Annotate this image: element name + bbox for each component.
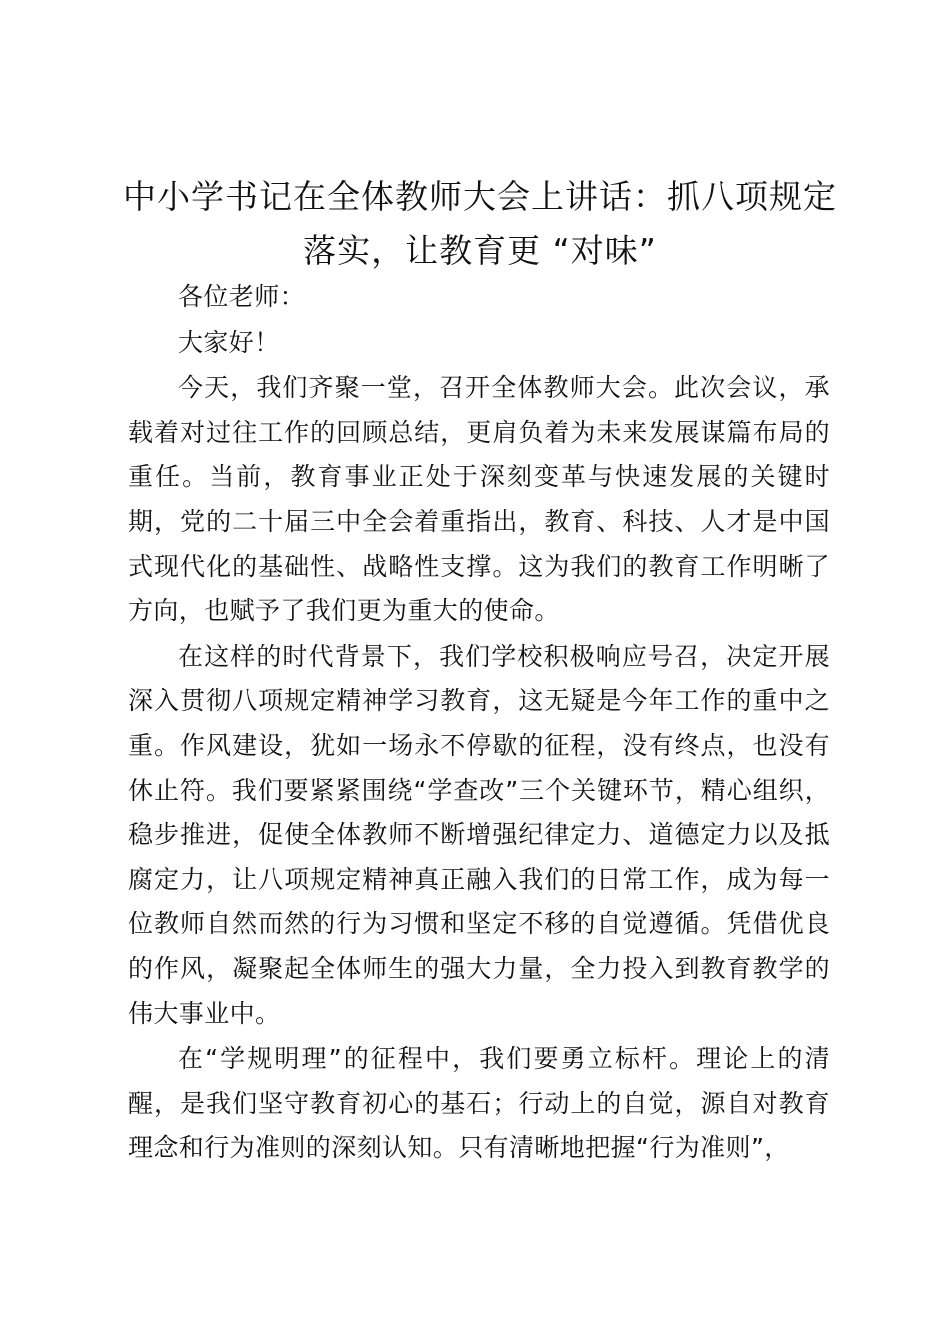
- greeting: 大家好！: [178, 327, 280, 357]
- paragraph: 今天，我们齐聚一堂，召开全体教师大会。此次会议，承载着对过往工作的回顾总结，更肩负着为未来发展谋篇布局的重任。当前，教育事业正处于深刻变革与快速发展的关键时期，党的二十届三中全会着重指出，教育、科技、人才是中国式现代化的基础性、战略性支撑。这为我们的教育工作明晰了方向，也赋予了我们更为重大的使命。: [128, 373, 830, 626]
- paragraph: 在这样的时代背景下，我们学校积极响应号召，决定开展深入贯彻八项规定精神学习教育，这无疑是今年工作的重中之重。作风建设，犹如一场永不停歇的征程，没有终点，也没有休止符。我们要紧紧围绕“学查改”三个关键环节，精心组织，稳步推进，促使全体教师不断增强纪律定力、道德定力以及抵腐定力，让八项规定精神真正融入我们的日常工作，成为每一位教师自然而然的行为习惯和坚定不移的自觉遵循。凭借优良的作风，凝聚起全体师生的强大力量，全力投入到教育教学的伟大事业中。: [128, 641, 830, 1028]
- document-title: 中小学书记在全体教师大会上讲话：抓八项规定落实，让教育更 “对味”: [123, 177, 837, 270]
- salutation: 各位老师：: [178, 282, 306, 311]
- paragraph: 在“学规明理”的征程中，我们要勇立标杆。理论上的清醒，是我们坚守教育初心的基石；行动上的自觉，源自对教育理念和行为准则的深刻认知。只有清晰地把握“行为准则”，: [128, 1044, 830, 1163]
- document-body: [128, 275, 830, 1172]
